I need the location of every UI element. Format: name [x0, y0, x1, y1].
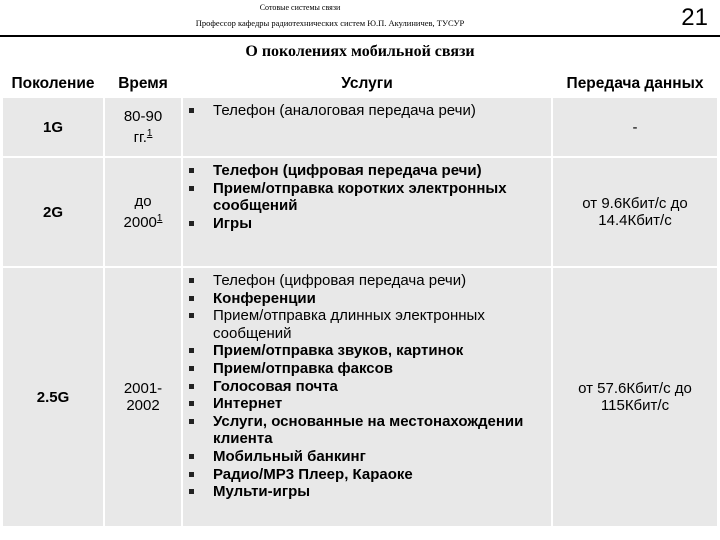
bullet-icon: [189, 296, 194, 301]
header-author: Профессор кафедры радиотехнических систем Ю.П. Акулиничев, ТУСУР: [195, 18, 465, 28]
service-item: Прием/отправка факсов: [213, 360, 545, 378]
bullet-icon: [189, 472, 194, 477]
services-list: [213, 162, 545, 232]
time-line2: 2002: [126, 397, 160, 414]
service-item: Голосовая почта: [213, 378, 545, 396]
table-row-2-5g-data-rate: от 57.6Кбит/с до 115Кбит/с: [553, 268, 717, 526]
bullet-icon: [189, 384, 194, 389]
table-row-2g-generation: 2G: [3, 158, 103, 266]
service-item: Мульти-игры: [213, 483, 545, 501]
bullet-icon: [189, 401, 194, 406]
time-line1: 80-90: [123, 108, 163, 125]
table-row-2-5g-services: [183, 268, 551, 526]
services-list: [213, 102, 476, 120]
page-number: 21: [681, 4, 708, 31]
bullet-icon: [189, 313, 194, 318]
table-row-2-5g-generation: 2.5G: [3, 268, 103, 526]
table-row-1g-generation: 1G: [3, 98, 103, 156]
column-header-time: Время: [105, 70, 181, 98]
column-header-services: Услуги: [183, 70, 551, 98]
header-divider: [0, 35, 720, 37]
service-item: Телефон (цифровая передача речи): [213, 272, 545, 290]
table-row-2g-time: [105, 158, 181, 266]
slide-title: О поколениях мобильной связи: [245, 43, 475, 60]
time-line2: гг.: [133, 129, 147, 146]
service-item: Прием/отправка звуков, картинок: [213, 342, 545, 360]
services-list: [213, 272, 545, 501]
service-item: Прием/отправка длинных электронных сообщений: [213, 307, 545, 342]
bullet-icon: [189, 278, 194, 283]
service-item: Телефон (цифровая передача речи): [213, 162, 545, 180]
service-item: Услуги, основанные на местонахождении клиента: [213, 413, 545, 448]
bullet-icon: [189, 454, 194, 459]
table-row-2g-services: [183, 158, 551, 266]
time-line1: 2001-: [123, 380, 163, 397]
service-item: Прием/отправка коротких электронных сообщений: [213, 180, 545, 215]
bullet-icon: [189, 186, 194, 191]
bullet-icon: [189, 489, 194, 494]
footnote-ref: 1: [146, 128, 153, 139]
footnote-ref: 1: [156, 213, 163, 224]
bullet-icon: [189, 168, 194, 173]
table-row-2g-data-rate: от 9.6Кбит/с до 14.4Кбит/с: [553, 158, 717, 266]
service-item: Телефон (аналоговая передача речи): [213, 102, 476, 120]
service-item: Конференции: [213, 290, 545, 308]
service-item: Интернет: [213, 395, 545, 413]
table-row-2-5g-time: [105, 268, 181, 526]
bullet-icon: [189, 366, 194, 371]
table-row-1g-data-rate: -: [553, 98, 717, 156]
bullet-icon: [189, 221, 194, 226]
column-header-data-rate: Передача данных: [553, 70, 717, 98]
service-item: Радио/MP3 Плеер, Караоке: [213, 466, 545, 484]
service-item: Игры: [213, 215, 545, 233]
column-header-generation: Поколение: [3, 70, 103, 98]
bullet-icon: [189, 419, 194, 424]
table-row-1g-services: [183, 98, 551, 156]
bullet-icon: [189, 348, 194, 353]
bullet-icon: [189, 108, 194, 113]
table-row-1g-time: [105, 98, 181, 156]
time-line2: 2000: [123, 214, 157, 231]
header-course-title: Сотовые системы связи: [259, 3, 341, 12]
time-line1: до: [134, 193, 152, 210]
generations-table: [3, 70, 717, 526]
service-item: Мобильный банкинг: [213, 448, 545, 466]
